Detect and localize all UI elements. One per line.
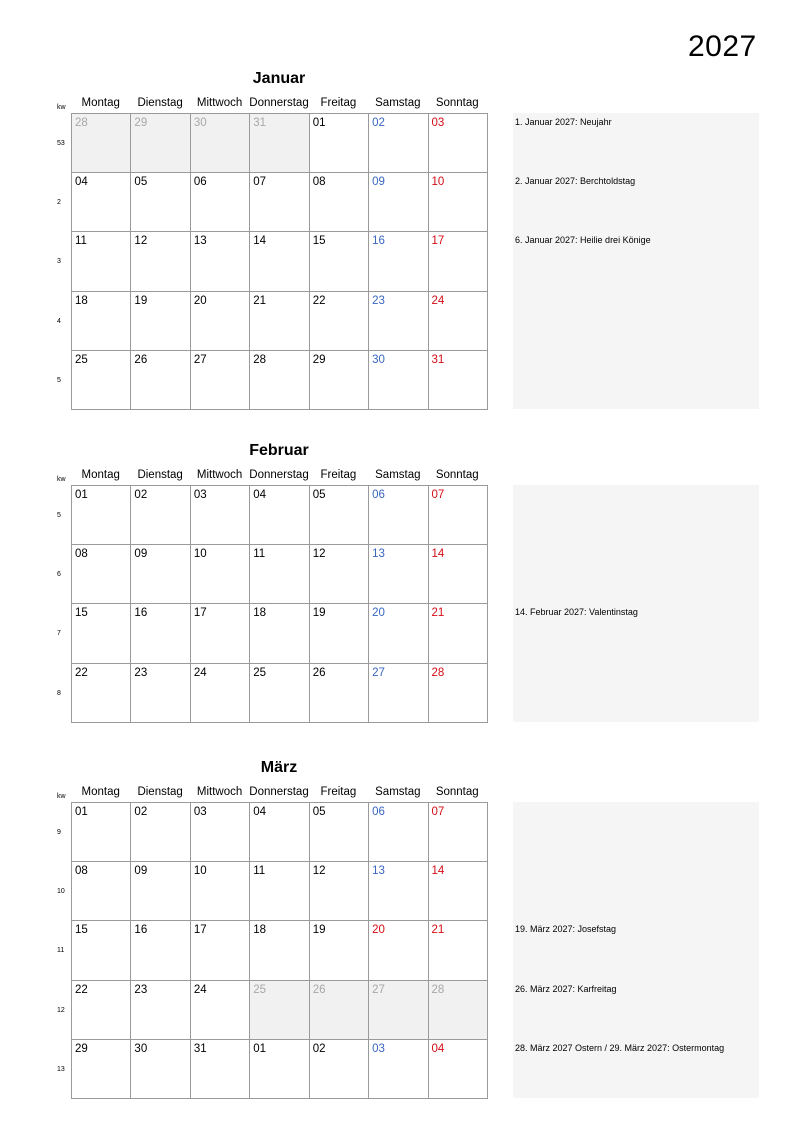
week-row xyxy=(72,114,488,173)
day-number: 08 xyxy=(75,548,88,561)
day-number: 02 xyxy=(134,489,148,501)
day-number: 12 xyxy=(312,865,326,878)
day-number: 22 xyxy=(75,666,88,679)
week-number: 13 xyxy=(57,1065,65,1073)
day-cell[interactable] xyxy=(72,291,131,350)
day-cell[interactable] xyxy=(131,173,190,232)
day-number: 23 xyxy=(372,294,385,307)
weekday-label: Sonntag xyxy=(435,469,479,481)
day-number: 04 xyxy=(431,1042,445,1055)
day-cell[interactable] xyxy=(250,980,309,1039)
day-cell[interactable] xyxy=(428,232,487,291)
week-row xyxy=(72,921,488,980)
day-cell[interactable] xyxy=(369,173,428,232)
week-row xyxy=(72,486,488,545)
weekday-label: Donnerstag xyxy=(249,97,309,109)
day-cell[interactable] xyxy=(72,486,131,545)
day-number: 17 xyxy=(193,607,207,620)
day-cell[interactable] xyxy=(190,350,249,409)
notes-panel xyxy=(513,113,759,409)
day-cell[interactable] xyxy=(190,232,249,291)
day-cell[interactable] xyxy=(428,803,487,862)
week-row xyxy=(72,545,488,604)
weekday-label: Sonntag xyxy=(435,786,479,798)
day-cell[interactable] xyxy=(131,862,190,921)
day-cell[interactable] xyxy=(369,291,428,350)
day-cell[interactable] xyxy=(72,232,131,291)
day-number: 27 xyxy=(193,353,207,366)
day-number: 01 xyxy=(253,1042,267,1055)
day-number: 21 xyxy=(431,924,445,937)
day-cell[interactable] xyxy=(428,545,487,604)
weekday-label: Mittwoch xyxy=(196,469,243,481)
day-number: 19 xyxy=(134,294,148,307)
day-number: 05 xyxy=(312,489,326,501)
day-number: 18 xyxy=(253,924,267,937)
day-number: 04 xyxy=(253,806,267,818)
week-number: 4 xyxy=(57,317,61,325)
day-cell[interactable] xyxy=(131,921,190,980)
day-number: 14 xyxy=(253,235,267,248)
day-number: 03 xyxy=(372,1042,385,1055)
day-cell[interactable] xyxy=(190,663,249,722)
month-grid xyxy=(71,485,488,723)
day-number: 13 xyxy=(193,235,207,248)
month-title: Januar xyxy=(252,70,306,87)
day-number: 19 xyxy=(312,607,326,620)
week-number: 53 xyxy=(57,140,65,147)
day-number: 22 xyxy=(312,294,326,307)
week-number: 5 xyxy=(57,376,61,384)
week-number: 3 xyxy=(57,258,61,266)
day-cell[interactable] xyxy=(190,921,249,980)
day-cell[interactable] xyxy=(428,173,487,232)
day-number: 26 xyxy=(312,666,326,679)
day-number: 23 xyxy=(134,666,148,679)
day-number: 05 xyxy=(312,806,326,818)
weekday-label: Samstag xyxy=(375,469,421,481)
day-cell[interactable] xyxy=(428,114,487,173)
day-number: 21 xyxy=(431,607,445,620)
day-number: 31 xyxy=(193,1042,207,1055)
day-number: 06 xyxy=(193,176,207,189)
day-cell[interactable] xyxy=(72,980,131,1039)
day-number: 29 xyxy=(312,353,326,366)
day-number: 24 xyxy=(431,294,445,307)
day-cell[interactable] xyxy=(190,545,249,604)
day-number: 28 xyxy=(75,117,88,129)
day-number: 22 xyxy=(75,983,88,996)
weekday-label: Mittwoch xyxy=(196,97,243,109)
day-cell[interactable] xyxy=(131,545,190,604)
day-cell[interactable] xyxy=(250,350,309,409)
day-number: 12 xyxy=(134,235,148,248)
notes-panel xyxy=(513,802,759,1098)
weekday-label: Montag xyxy=(81,786,120,798)
day-cell[interactable] xyxy=(369,663,428,722)
day-cell[interactable] xyxy=(369,1039,428,1098)
day-cell[interactable] xyxy=(131,114,190,173)
day-number: 18 xyxy=(75,294,88,307)
day-cell[interactable] xyxy=(131,232,190,291)
day-cell[interactable] xyxy=(72,173,131,232)
day-number: 25 xyxy=(253,666,267,679)
day-number: 07 xyxy=(253,176,267,189)
day-number: 09 xyxy=(372,176,385,189)
week-number: 10 xyxy=(57,888,65,896)
day-cell[interactable] xyxy=(131,980,190,1039)
week-row xyxy=(72,173,488,232)
day-number: 14 xyxy=(431,865,445,878)
day-number: 03 xyxy=(193,489,207,501)
day-cell[interactable] xyxy=(309,1039,368,1098)
day-cell[interactable] xyxy=(428,1039,487,1098)
day-number: 10 xyxy=(431,176,445,189)
week-number: 7 xyxy=(57,630,61,638)
day-number: 06 xyxy=(372,489,385,501)
day-number: 26 xyxy=(134,353,148,366)
day-cell[interactable] xyxy=(250,921,309,980)
day-cell[interactable] xyxy=(190,604,249,663)
weekday-label: Dienstag xyxy=(137,786,183,798)
day-cell[interactable] xyxy=(309,232,368,291)
day-number: 24 xyxy=(193,666,207,679)
holiday-note: 2. Januar 2027: Berchtoldstag xyxy=(515,176,636,187)
day-cell[interactable] xyxy=(309,291,368,350)
day-number: 02 xyxy=(312,1042,326,1055)
day-cell[interactable] xyxy=(190,114,249,173)
day-number: 30 xyxy=(193,117,207,129)
holiday-note: 19. März 2027: Josefstag xyxy=(515,924,617,935)
month-grid xyxy=(71,802,488,1099)
day-cell[interactable] xyxy=(428,862,487,921)
day-cell[interactable] xyxy=(309,486,368,545)
day-number: 25 xyxy=(75,353,88,366)
month-title: Februar xyxy=(249,442,309,459)
day-number: 15 xyxy=(75,924,88,937)
day-number: 31 xyxy=(253,117,267,129)
day-number: 15 xyxy=(75,607,88,620)
week-row xyxy=(72,980,488,1039)
day-cell[interactable] xyxy=(250,173,309,232)
weekday-header xyxy=(71,786,487,798)
day-cell[interactable] xyxy=(309,663,368,722)
day-number: 27 xyxy=(372,666,385,679)
day-cell[interactable] xyxy=(250,663,309,722)
day-number: 16 xyxy=(372,235,385,248)
day-cell[interactable] xyxy=(131,1039,190,1098)
day-cell[interactable] xyxy=(369,604,428,663)
day-cell[interactable] xyxy=(72,862,131,921)
weekday-label: Mittwoch xyxy=(196,786,243,798)
day-number: 09 xyxy=(134,548,148,561)
day-cell[interactable] xyxy=(250,604,309,663)
day-number: 01 xyxy=(312,117,326,129)
day-cell[interactable] xyxy=(72,350,131,409)
week-row xyxy=(72,803,488,862)
holiday-note: 28. März 2027 Ostern / 29. März 2027: Ostermontag xyxy=(515,1042,725,1053)
day-number: 20 xyxy=(193,294,207,307)
day-number: 29 xyxy=(75,1042,88,1055)
day-number: 05 xyxy=(134,176,148,189)
notes-panel xyxy=(513,485,759,722)
day-cell[interactable] xyxy=(369,980,428,1039)
day-number: 17 xyxy=(431,235,445,248)
day-number: 28 xyxy=(253,353,267,366)
day-cell[interactable] xyxy=(72,545,131,604)
day-number: 14 xyxy=(431,548,445,561)
day-cell[interactable] xyxy=(428,604,487,663)
day-cell[interactable] xyxy=(250,232,309,291)
day-cell[interactable] xyxy=(190,173,249,232)
weekday-label: Donnerstag xyxy=(249,469,309,481)
week-row xyxy=(72,1039,488,1098)
day-cell[interactable] xyxy=(428,486,487,545)
holiday-note: 6. Januar 2027: Heilie drei Könige xyxy=(515,235,651,246)
weekday-label: Sonntag xyxy=(435,97,479,109)
weekday-label: Samstag xyxy=(375,97,421,109)
kw-label: kw xyxy=(57,476,66,483)
day-cell[interactable] xyxy=(190,486,249,545)
day-cell[interactable] xyxy=(131,486,190,545)
day-number: 28 xyxy=(431,983,445,996)
day-number: 20 xyxy=(372,607,385,620)
day-cell[interactable] xyxy=(369,350,428,409)
day-cell[interactable] xyxy=(369,114,428,173)
week-row xyxy=(72,350,488,409)
weekday-header xyxy=(71,97,487,109)
holiday-note: 14. Februar 2027: Valentinstag xyxy=(515,607,638,618)
week-number: 12 xyxy=(57,1006,65,1014)
week-row xyxy=(72,862,488,921)
holiday-note: 1. Januar 2027: Neujahr xyxy=(515,117,612,127)
kw-label: kw xyxy=(57,793,66,800)
day-number: 02 xyxy=(372,117,385,129)
week-number: 2 xyxy=(57,199,61,207)
day-number: 07 xyxy=(431,489,445,501)
day-cell[interactable] xyxy=(309,350,368,409)
day-cell[interactable] xyxy=(72,1039,131,1098)
day-cell[interactable] xyxy=(190,862,249,921)
weekday-label: Freitag xyxy=(320,469,357,481)
day-cell[interactable] xyxy=(309,604,368,663)
day-cell[interactable] xyxy=(309,980,368,1039)
weekday-label: Donnerstag xyxy=(249,786,309,798)
day-number: 07 xyxy=(431,806,445,818)
day-cell[interactable] xyxy=(309,803,368,862)
day-number: 21 xyxy=(253,294,267,307)
day-number: 08 xyxy=(312,176,326,189)
month-title: März xyxy=(260,759,298,776)
day-cell[interactable] xyxy=(369,862,428,921)
day-cell[interactable] xyxy=(369,803,428,862)
weekday-label: Dienstag xyxy=(137,97,183,109)
week-row xyxy=(72,232,488,291)
day-number: 04 xyxy=(253,489,267,501)
day-cell[interactable] xyxy=(250,545,309,604)
day-number: 01 xyxy=(75,806,88,818)
week-number: 5 xyxy=(57,512,61,519)
day-number: 11 xyxy=(253,548,266,561)
day-cell[interactable] xyxy=(369,232,428,291)
day-number: 11 xyxy=(75,235,87,248)
day-number: 09 xyxy=(134,865,148,878)
day-cell[interactable] xyxy=(428,980,487,1039)
day-number: 10 xyxy=(193,548,207,561)
day-number: 08 xyxy=(75,865,88,878)
day-number: 30 xyxy=(134,1042,148,1055)
day-number: 23 xyxy=(134,983,148,996)
day-number: 15 xyxy=(312,235,326,248)
day-number: 19 xyxy=(312,924,326,937)
day-number: 04 xyxy=(75,176,88,189)
day-number: 10 xyxy=(193,865,207,878)
day-cell[interactable] xyxy=(369,486,428,545)
day-cell[interactable] xyxy=(309,173,368,232)
week-number: 6 xyxy=(57,571,61,579)
day-number: 31 xyxy=(431,353,445,366)
day-cell[interactable] xyxy=(72,803,131,862)
day-number: 13 xyxy=(372,548,385,561)
day-cell[interactable] xyxy=(369,545,428,604)
day-cell[interactable] xyxy=(190,291,249,350)
week-number: 8 xyxy=(57,689,61,697)
weekday-label: Freitag xyxy=(320,786,357,798)
weekday-label: Freitag xyxy=(320,97,357,109)
day-cell[interactable] xyxy=(131,663,190,722)
day-number: 13 xyxy=(372,865,385,878)
day-cell[interactable] xyxy=(250,486,309,545)
kw-label: kw xyxy=(57,104,66,111)
day-number: 03 xyxy=(431,117,445,129)
day-number: 27 xyxy=(372,983,385,996)
day-cell[interactable] xyxy=(250,803,309,862)
day-number: 06 xyxy=(372,806,385,818)
holiday-note: 26. März 2027: Karfreitag xyxy=(515,983,617,994)
weekday-header xyxy=(71,469,487,481)
day-number: 26 xyxy=(312,983,326,996)
day-number: 24 xyxy=(193,983,207,996)
week-number: 11 xyxy=(57,947,65,955)
day-cell[interactable] xyxy=(72,114,131,173)
day-number: 18 xyxy=(253,607,267,620)
day-number: 17 xyxy=(193,924,207,937)
week-row xyxy=(72,604,488,663)
week-number: 9 xyxy=(57,829,61,836)
day-cell[interactable] xyxy=(250,1039,309,1098)
weekday-label: Montag xyxy=(81,469,120,481)
week-row xyxy=(72,291,488,350)
day-number: 30 xyxy=(372,353,385,366)
day-cell[interactable] xyxy=(131,291,190,350)
day-cell[interactable] xyxy=(190,1039,249,1098)
day-number: 20 xyxy=(372,924,385,937)
day-number: 02 xyxy=(134,806,148,818)
day-number: 01 xyxy=(75,489,88,501)
day-cell[interactable] xyxy=(309,114,368,173)
day-cell[interactable] xyxy=(250,114,309,173)
day-number: 25 xyxy=(253,983,267,996)
day-cell[interactable] xyxy=(72,604,131,663)
day-cell[interactable] xyxy=(428,291,487,350)
day-cell[interactable] xyxy=(428,921,487,980)
day-cell[interactable] xyxy=(131,604,190,663)
day-number: 12 xyxy=(312,548,326,561)
day-cell[interactable] xyxy=(309,545,368,604)
day-cell[interactable] xyxy=(72,663,131,722)
day-cell[interactable] xyxy=(369,921,428,980)
day-cell[interactable] xyxy=(428,663,487,722)
day-number: 29 xyxy=(134,117,148,129)
day-number: 28 xyxy=(431,666,445,679)
year-title: 2027 xyxy=(688,30,757,63)
day-number: 16 xyxy=(134,924,148,937)
day-cell[interactable] xyxy=(250,862,309,921)
weekday-label: Dienstag xyxy=(137,469,183,481)
month-grid xyxy=(71,113,488,410)
day-number: 16 xyxy=(134,607,148,620)
day-cell[interactable] xyxy=(250,291,309,350)
day-cell[interactable] xyxy=(72,921,131,980)
day-cell[interactable] xyxy=(309,921,368,980)
day-cell[interactable] xyxy=(190,803,249,862)
weekday-label: Samstag xyxy=(375,786,421,798)
day-cell[interactable] xyxy=(131,350,190,409)
day-cell[interactable] xyxy=(190,980,249,1039)
day-cell[interactable] xyxy=(309,862,368,921)
weekday-label: Montag xyxy=(81,97,120,109)
day-number: 03 xyxy=(193,806,207,818)
day-number: 11 xyxy=(253,865,266,878)
day-cell[interactable] xyxy=(131,803,190,862)
week-row xyxy=(72,663,488,722)
day-cell[interactable] xyxy=(428,350,487,409)
